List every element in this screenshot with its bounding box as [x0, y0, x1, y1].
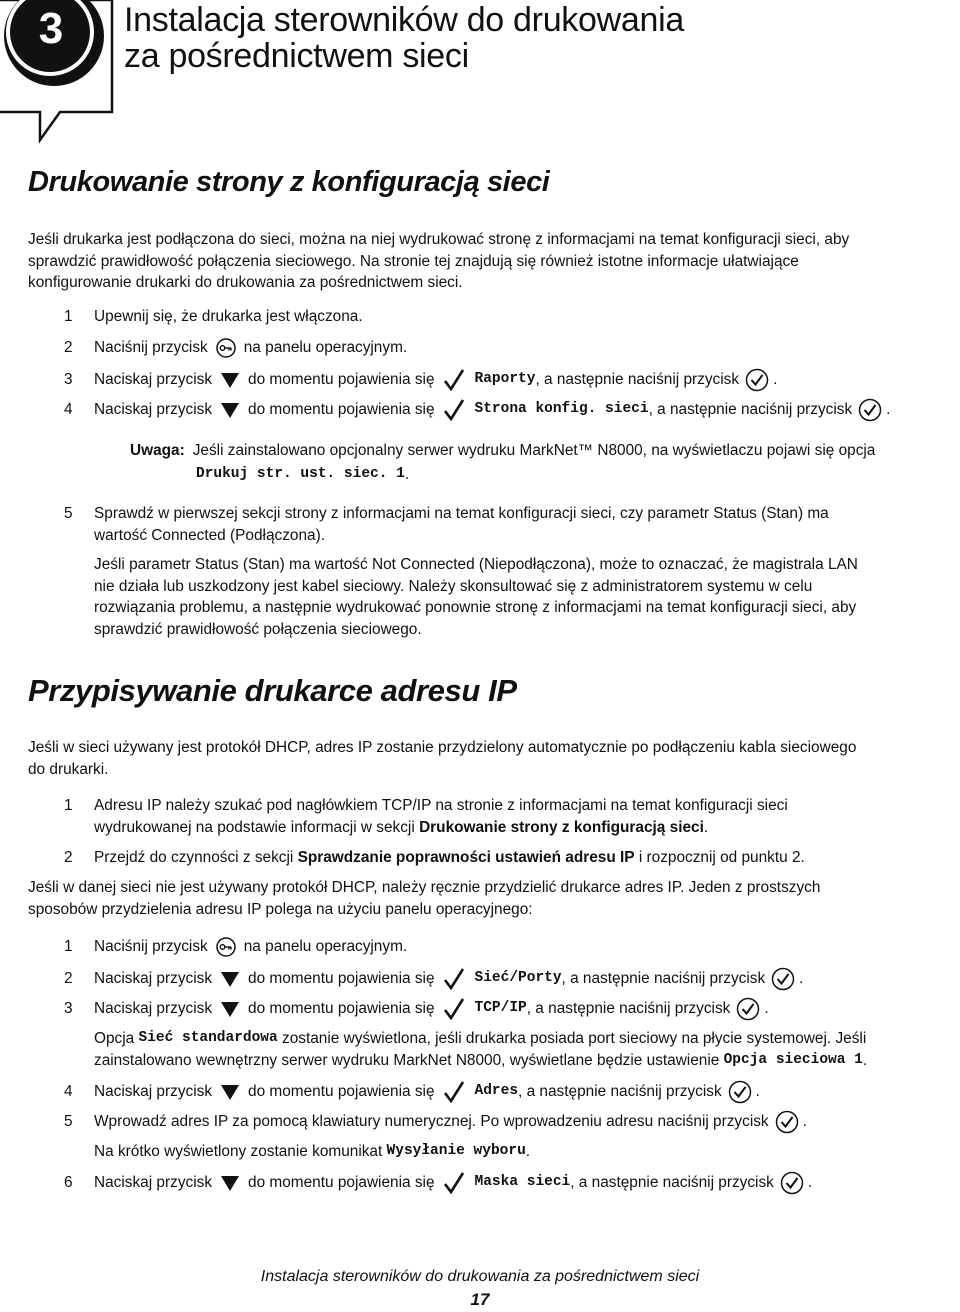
manual-step-5-note [94, 1141, 530, 1163]
step-text: Naciskaj przycisk [94, 401, 213, 419]
display-text: Maska sieci [474, 1174, 571, 1191]
select-button-icon [771, 967, 795, 991]
note-text: Jeśli zainstalowano opcjonalny serwer wydruku MarkNet™ N8000, na wyświetlaczu pojawi się opcja [192, 442, 876, 459]
step-text: do momentu pojawienia się [248, 1083, 435, 1101]
step-number: 5 [64, 1113, 73, 1131]
text-line: nie działa lub uszkodzony jest kabel sieciowy. Należy skonsultować się z administratorem systemu w celu [94, 577, 813, 595]
note-text: Na krótko wyświetlony zostanie komunikat [94, 1143, 387, 1160]
text-line: sprawdzić prawidłowość połączenia sieciowego. [94, 620, 422, 638]
step-number: 6 [64, 1174, 73, 1192]
step-number: 2 [64, 849, 73, 866]
step-number: 3 [64, 371, 73, 389]
display-text: Wysyłanie wyboru [386, 1143, 526, 1159]
step-text: na panelu operacyjnym. [243, 938, 408, 955]
display-text: Drukuj str. ust. siec. 1 [196, 465, 405, 482]
step-text: do momentu pojawienia się [248, 970, 435, 988]
step-text: , a następnie naciśnij przycisk [526, 1000, 731, 1018]
manual-step-5 [64, 1110, 807, 1134]
step-text: , a następnie naciśnij przycisk [518, 1083, 722, 1101]
chapter-number: 3 [38, 4, 64, 53]
section-heading-network-config: Drukowanie strony z konfiguracją sieci [28, 166, 550, 198]
display-text: Raporty [474, 371, 536, 388]
display-text: TCP/IP [474, 1000, 527, 1017]
step-number: 1 [64, 938, 73, 955]
display-text: Sieć standardowa [138, 1030, 278, 1046]
step-text: Wprowadź adres IP za pomocą klawiatury numerycznej. Po wprowadzeniu adresu naciśnij przycisk [94, 1113, 769, 1131]
step-text: Sprawdź w pierwszej sekcji strony z informacjami na temat konfiguracji sieci, czy parametr Status (Stan) ma [94, 505, 829, 522]
step-text: do momentu pojawienia się [248, 401, 435, 419]
text-line: konfigurowanie drukarki do drukowania za pośrednictwem sieci. [28, 274, 463, 291]
section2-intro [28, 737, 856, 780]
footer-title: Instalacja sterowników do drukowania za pośrednictwem sieci [260, 1268, 700, 1285]
step-text: , a następnie naciśnij przycisk [535, 371, 740, 389]
display-text: Adres [474, 1083, 519, 1100]
step-3 [64, 368, 777, 392]
ip-step-1 [64, 795, 788, 838]
section-heading-ip-address: Przypisywanie drukarce adresu IP [28, 673, 517, 708]
note-text: . [404, 465, 410, 483]
chapter-title-line2: za pośrednictwem sieci [124, 37, 469, 75]
select-button-icon [745, 368, 769, 392]
section-reference: Drukowanie strony z konfiguracją sieci [419, 818, 704, 836]
step-text: . [703, 818, 709, 836]
menu-key-icon [216, 937, 236, 957]
step-1 [64, 306, 363, 328]
text-line: sprawdzić prawidłowość połączenia sieciowego. Na stronie tej znajdują się również istotne informacje ułatwiające [28, 252, 799, 270]
step-text: i rozpocznij od punktu 2. [634, 849, 805, 866]
text-line: sposobów przydzielenia adresu IP polega na użyciu panelu operacyjnego: [28, 900, 533, 918]
text-line: do drukarki. [28, 760, 109, 778]
text-line: Jeśli w danej sieci nie jest używany protokół DHCP, należy ręcznie przydzielić drukarce adres IP. Jeden z prostszych [28, 879, 821, 896]
step-4 [64, 398, 890, 422]
note-text: zostanie wyświetlona, jeśli drukarka posiada port sieciowy na płycie systemowej. Jeśli [277, 1030, 867, 1047]
chapter-title-line1: Instalacja sterowników do drukowania [124, 1, 684, 39]
manual-step-1 [64, 936, 407, 958]
step-text: Naciskaj przycisk [94, 371, 213, 389]
manual-step-2 [64, 967, 803, 991]
step-text: Naciskaj przycisk [94, 1000, 213, 1018]
display-text: Strona konfig. sieci [474, 401, 649, 418]
step-5-paragraph [94, 554, 858, 640]
note-text: . [862, 1051, 868, 1069]
step-number: 1 [64, 308, 73, 325]
step-text: Adresu IP należy szukać pod nagłówkiem TCP/IP na stronie z informacjami na temat konfiguracji sieci [94, 797, 788, 814]
step-text: . [802, 1113, 807, 1131]
menu-key-icon [216, 338, 236, 358]
select-button-icon [736, 997, 760, 1021]
display-text: Sieć/Porty [474, 970, 562, 987]
step-number: 3 [64, 1000, 73, 1018]
check-mark-icon [443, 369, 465, 391]
select-button-icon [775, 1110, 799, 1134]
down-arrow-icon [220, 1000, 240, 1018]
step-text: do momentu pojawienia się [248, 1000, 435, 1018]
step-text: . [764, 1000, 769, 1018]
text-line: Jeśli drukarka jest podłączona do sieci, można na niej wydrukować stronę z informacjami na temat konfiguracji sieci, aby [28, 231, 850, 248]
check-mark-icon [443, 1172, 465, 1194]
manual-step-3 [64, 997, 769, 1021]
step-text: Upewnij się, że drukarka jest włączona. [94, 308, 363, 325]
step-text: Przejdź do czynności z sekcji [94, 849, 298, 866]
step-text: Naciśnij przycisk [94, 339, 208, 356]
select-button-icon [728, 1080, 752, 1104]
step-number: 5 [64, 505, 73, 522]
step-text: do momentu pojawienia się [248, 371, 435, 389]
step-text: do momentu pojawienia się [248, 1174, 435, 1192]
down-arrow-icon [220, 970, 240, 988]
step-text: Naciskaj przycisk [94, 970, 213, 988]
step-2 [64, 337, 407, 359]
page-number: 17 [470, 1290, 490, 1309]
step-number: 2 [64, 970, 73, 988]
step-number: 4 [64, 401, 73, 419]
step-text: . [755, 1083, 760, 1101]
step-text: . [773, 371, 778, 389]
text-line: Jeśli w sieci używany jest protokół DHCP, adres IP zostanie przydzielony automatycznie po podłączeniu kabla sieciowego [28, 739, 857, 756]
ip-step-2 [64, 847, 805, 869]
note [130, 440, 955, 485]
section-reference: Sprawdzanie poprawności ustawień adresu IP [297, 849, 635, 866]
display-text: Opcja sieciowa 1 [723, 1051, 863, 1068]
step-text: wydrukowanej na podstawie informacji w sekcji [94, 818, 420, 836]
note-text: Opcja [94, 1030, 139, 1047]
note-text: . [525, 1143, 531, 1160]
section1-intro [28, 229, 849, 294]
step-number: 2 [64, 339, 73, 356]
manual-step-4 [64, 1080, 760, 1104]
step-number: 1 [64, 797, 73, 814]
text-line: Jeśli parametr Status (Stan) ma wartość Not Connected (Niepodłączona), może to oznaczać, że magistrala LAN [94, 556, 858, 573]
step-text: , a następnie naciśnij przycisk [561, 970, 766, 988]
step-text: , a następnie naciśnij przycisk [648, 401, 853, 419]
down-arrow-icon [220, 1174, 240, 1192]
section2-mid [28, 877, 820, 920]
step-text: . [799, 970, 804, 988]
step-text: na panelu operacyjnym. [243, 339, 408, 356]
note-label: Uwaga: [130, 442, 185, 459]
step-text: . [886, 401, 891, 419]
text-line: rozwiązania problemu, a następnie wydrukować ponownie stronę z informacjami na temat konfiguracji sieci, aby [94, 599, 857, 616]
step-text: Naciśnij przycisk [94, 938, 208, 955]
note-text: zainstalowano wewnętrzny serwer wydruku MarkNet N8000, wyświetlane będzie ustawienie [94, 1051, 724, 1069]
manual-step-3-note [94, 1028, 867, 1071]
check-mark-icon [443, 968, 465, 990]
down-arrow-icon [220, 401, 240, 419]
chapter-title [124, 2, 684, 74]
down-arrow-icon [220, 371, 240, 389]
check-mark-icon [443, 998, 465, 1020]
select-button-icon [858, 398, 882, 422]
step-5 [64, 503, 829, 546]
select-button-icon [780, 1171, 804, 1195]
step-text: wartość Connected (Podłączona). [94, 526, 325, 544]
check-mark-icon [443, 1081, 465, 1103]
check-mark-icon [443, 399, 465, 421]
step-text: Naciskaj przycisk [94, 1083, 213, 1101]
step-text: Naciskaj przycisk [94, 1174, 213, 1192]
step-text: , a następnie naciśnij przycisk [570, 1174, 774, 1192]
step-text: . [807, 1174, 813, 1192]
step-number: 4 [64, 1083, 73, 1101]
down-arrow-icon [220, 1083, 240, 1101]
manual-step-6 [64, 1171, 812, 1195]
